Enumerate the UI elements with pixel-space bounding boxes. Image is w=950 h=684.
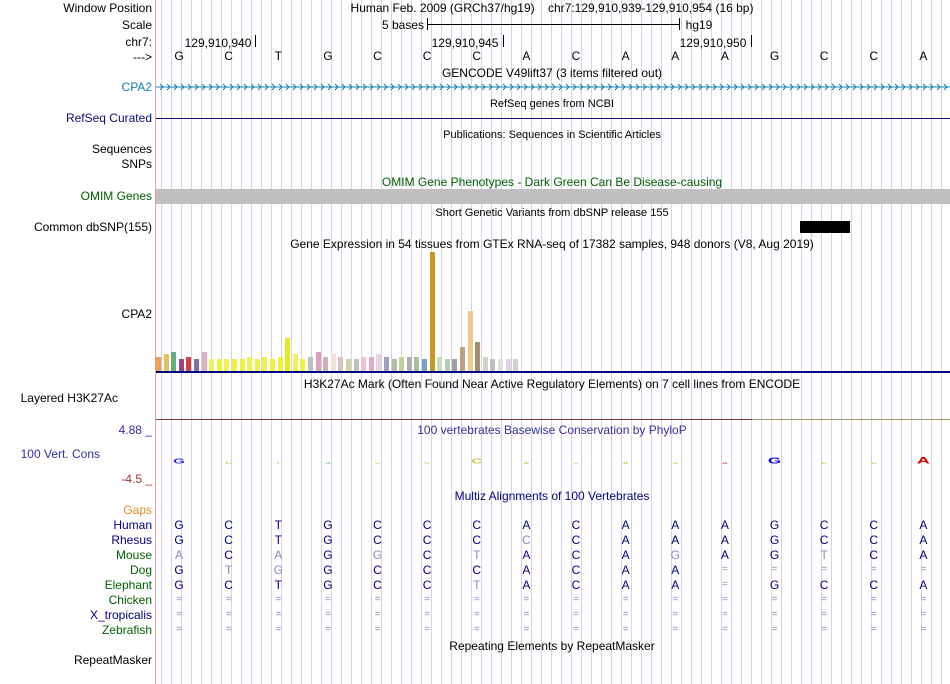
sequence-base: C <box>571 49 581 63</box>
label-sequences[interactable]: Sequences <box>91 142 152 156</box>
alignment-base: = <box>920 594 927 605</box>
alignment-base: A <box>919 548 928 562</box>
alignment-base: = <box>225 624 232 635</box>
gtex-tissue-bar[interactable] <box>452 359 457 371</box>
alignment-base: C <box>224 518 233 532</box>
alignment-base: C <box>571 548 581 562</box>
alignment-base: A <box>522 548 531 562</box>
gtex-tissue-bar[interactable] <box>437 357 442 371</box>
phylop-base-glyph <box>506 462 546 464</box>
alignment-base: = <box>622 609 629 620</box>
alignment-base: = <box>374 594 381 605</box>
alignment-base: = <box>424 594 431 605</box>
species-label[interactable]: Dog <box>129 563 152 577</box>
alignment-base: = <box>821 624 828 635</box>
label-snps[interactable]: SNPs <box>121 157 152 171</box>
alignment-base: = <box>573 594 579 605</box>
alignment-base: G <box>323 548 333 562</box>
alignment-base: C <box>472 518 482 532</box>
h3k27ac-signal-1[interactable] <box>156 419 752 420</box>
gtex-tissue-bar[interactable] <box>285 338 290 371</box>
alignment-base: = <box>672 624 679 635</box>
gtex-tissue-bar[interactable] <box>513 359 518 371</box>
alignment-base: G <box>323 578 333 592</box>
gtex-tissue-bar[interactable] <box>164 354 169 371</box>
alignment-base: G <box>174 578 184 592</box>
alignment-base: = <box>771 594 778 605</box>
gtex-tissue-bar[interactable] <box>255 359 260 371</box>
alignment-base: A <box>621 548 630 562</box>
label-refseq-curated[interactable]: RefSeq Curated <box>65 111 152 125</box>
species-label[interactable]: Mouse <box>115 548 152 562</box>
alignment-base: = <box>573 624 579 635</box>
gtex-tissue-bar[interactable] <box>392 359 397 371</box>
alignment-base: = <box>176 594 182 605</box>
refseq-title: RefSeq genes from NCBI <box>489 98 615 110</box>
phylop-base-glyph <box>407 462 447 464</box>
alignment-base: = <box>374 624 381 635</box>
gtex-tissue-bar[interactable] <box>430 252 435 371</box>
scale-bar-right <box>679 18 680 30</box>
gtex-tissue-bar[interactable] <box>498 359 503 371</box>
sequence-base: C <box>422 49 432 63</box>
alignment-base: G <box>769 548 780 562</box>
alignment-base: = <box>821 609 828 620</box>
alignment-base: = <box>721 564 728 575</box>
alignment-base: C <box>373 578 382 592</box>
gtex-tissue-bar[interactable] <box>384 357 389 371</box>
gtex-tissue-bar[interactable] <box>483 357 488 371</box>
alignment-base: A <box>919 518 928 532</box>
alignment-base: C <box>422 563 432 577</box>
alignment-base: = <box>622 624 629 635</box>
alignment-base: = <box>324 594 331 605</box>
sequence-base: C <box>869 49 879 63</box>
gtex-tissue-bar[interactable] <box>240 359 245 371</box>
label-gaps[interactable]: Gaps <box>123 503 152 517</box>
alignment-base: G <box>174 518 184 532</box>
alignment-base: C <box>422 518 432 532</box>
gtex-tissue-bar[interactable] <box>399 357 404 371</box>
gtex-tissue-bar[interactable] <box>422 359 427 371</box>
alignment-base: A <box>720 518 729 532</box>
gtex-tissue-bar[interactable] <box>361 357 366 371</box>
alignment-base: A <box>522 563 531 577</box>
sequence-base: T <box>274 49 282 63</box>
label-cpa2-gencode[interactable]: CPA2 <box>121 80 152 94</box>
sequence-base: C <box>472 49 482 63</box>
alignment-base: = <box>721 579 728 590</box>
phylop-base-glyph <box>804 462 844 464</box>
sequence-base: C <box>373 49 382 63</box>
alignment-base: = <box>721 624 728 635</box>
scale-bar-line <box>427 24 679 25</box>
alignment-base: = <box>771 564 778 575</box>
alignment-base: T <box>274 578 282 592</box>
alignment-base: G <box>174 533 184 547</box>
publications-title: Publications: Sequences in Scientific Articles <box>443 129 661 141</box>
gtex-tissue-bar[interactable] <box>300 359 305 371</box>
phylop-base-glyph: C <box>471 458 483 464</box>
alignment-base: A <box>671 578 680 592</box>
alignment-base: C <box>373 518 382 532</box>
alignment-base: A <box>621 578 630 592</box>
alignment-base: = <box>821 564 828 575</box>
alignment-base: A <box>720 548 729 562</box>
gtex-tissue-bar[interactable] <box>316 352 321 371</box>
label-cons-max: 4.88 _ <box>118 423 152 437</box>
alignment-base: G <box>273 563 283 577</box>
gtex-tissue-bar[interactable] <box>224 359 229 371</box>
label-layered-h3k27ac[interactable]: Layered H3K27Ac <box>20 391 118 405</box>
phylop-base-glyph <box>358 463 398 465</box>
phylop-base-glyph <box>258 462 298 464</box>
gtex-tissue-bar[interactable] <box>209 359 214 371</box>
alignment-base: = <box>225 609 232 620</box>
alignment-base: G <box>769 518 780 532</box>
alignment-base: A <box>621 533 630 547</box>
phylop-title: 100 vertebrates Basewise Conservation by PhyloP <box>417 423 687 437</box>
coord-tick-1 <box>255 35 256 47</box>
alignment-base: C <box>422 548 432 562</box>
alignment-base: = <box>672 594 679 605</box>
gtex-tissue-bar[interactable] <box>369 357 374 371</box>
alignment-base: A <box>621 563 630 577</box>
gtex-tissue-bar[interactable] <box>194 359 199 371</box>
sequence-base: A <box>720 49 729 63</box>
alignment-base: = <box>473 609 480 620</box>
gencode-title: GENCODE V49lift37 (3 items filtered out) <box>441 66 663 80</box>
alignment-base: = <box>870 564 877 575</box>
gtex-tissue-bar[interactable] <box>262 357 267 371</box>
coord-3: 129,910,950 <box>679 36 747 50</box>
sequence-base: C <box>819 49 829 63</box>
alignment-base: = <box>920 624 927 635</box>
coord-tick-3 <box>751 35 752 47</box>
alignment-base: G <box>670 548 680 562</box>
scale-text: 5 bases <box>381 18 425 32</box>
label-common-dbsnp[interactable]: Common dbSNP(155) <box>33 220 152 234</box>
gtex-tissue-bar[interactable] <box>468 311 473 371</box>
alignment-base: A <box>671 533 680 547</box>
coord-1: 129,910,940 <box>184 36 252 50</box>
alignment-base: A <box>671 518 680 532</box>
alignment-base: = <box>176 609 182 620</box>
alignment-base: G <box>323 563 333 577</box>
phylop-base-glyph: G <box>767 457 782 464</box>
gtex-tissue-bar[interactable] <box>331 354 336 371</box>
gtex-tissue-bar[interactable] <box>217 359 222 371</box>
label-chr: chr7: <box>125 35 152 49</box>
alignment-base: = <box>324 624 331 635</box>
gencode-transcript[interactable] <box>156 81 950 93</box>
alignment-base: A <box>919 533 928 547</box>
alignment-base: C <box>869 518 879 532</box>
gtex-tissue-bar[interactable] <box>346 359 351 371</box>
alignment-base: = <box>523 609 530 620</box>
alignment-base: = <box>275 624 282 635</box>
alignment-base: = <box>721 609 728 620</box>
alignment-base: A <box>919 578 928 592</box>
gtex-expression-bars[interactable] <box>156 252 950 371</box>
dbsnp-title: Short Genetic Variants from dbSNP release 155 <box>435 207 669 219</box>
label-scale: Scale <box>121 18 152 32</box>
alignment-base: = <box>920 564 927 575</box>
phylop-base-glyph <box>556 463 596 465</box>
gtex-tissue-bar[interactable] <box>490 359 495 371</box>
alignment-base: = <box>473 594 480 605</box>
alignment-base: = <box>870 624 877 635</box>
alignment-base: T <box>473 578 481 592</box>
alignment-base: G <box>372 548 383 562</box>
gtex-tissue-bar[interactable] <box>445 359 450 371</box>
alignment-base: A <box>720 533 729 547</box>
track-label-column <box>0 0 155 684</box>
assembly-name: hg19 <box>685 18 713 32</box>
gtex-tissue-bar[interactable] <box>475 342 480 371</box>
alignment-base: T <box>274 533 282 547</box>
gtex-tissue-bar[interactable] <box>186 357 191 371</box>
alignment-base: C <box>819 578 829 592</box>
species-label[interactable]: Rhesus <box>111 533 152 547</box>
alignment-base: T <box>224 563 233 577</box>
gtex-tissue-bar[interactable] <box>338 357 343 371</box>
alignment-base: = <box>721 594 728 605</box>
h3k27ac-title: H3K27Ac Mark (Often Found Near Active Regulatory Elements) on 7 cell lines from ENCODE <box>303 377 801 391</box>
alignment-base: = <box>275 594 282 605</box>
gtex-tissue-bar[interactable] <box>460 347 465 371</box>
refseq-transcript[interactable] <box>156 118 950 119</box>
alignment-base: G <box>323 533 333 547</box>
alignment-base: = <box>176 624 182 635</box>
alignment-base: C <box>869 548 879 562</box>
alignment-base: = <box>374 609 381 620</box>
sequence-base: G <box>323 49 333 63</box>
alignment-base: = <box>920 609 927 620</box>
label-100-vert-cons[interactable]: 100 Vert. Cons <box>20 447 100 461</box>
label-gtex-cpa2[interactable]: CPA2 <box>121 307 152 321</box>
alignment-base: A <box>274 548 283 562</box>
alignment-base: G <box>769 578 780 592</box>
alignment-base: C <box>819 518 829 532</box>
gtex-tissue-bar[interactable] <box>171 352 176 371</box>
gtex-tissue-bar[interactable] <box>278 357 283 371</box>
repeatmasker-title: Repeating Elements by RepeatMasker <box>449 639 655 653</box>
omim-title: OMIM Gene Phenotypes - Dark Green Can Be Disease-causing <box>381 175 723 189</box>
h3k27ac-signal-2[interactable] <box>752 419 950 420</box>
dbsnp-variant[interactable] <box>800 221 850 233</box>
alignment-base: C <box>571 563 581 577</box>
gtex-tissue-bar[interactable] <box>354 359 359 371</box>
alignment-base: T <box>473 548 481 562</box>
sequence-base: A <box>919 49 928 63</box>
alignment-base: C <box>522 533 531 547</box>
species-label[interactable]: Human <box>113 518 152 532</box>
alignment-base: = <box>225 594 232 605</box>
alignment-base: = <box>870 594 877 605</box>
phylop-base-glyph <box>854 462 894 464</box>
alignment-base: G <box>174 563 184 577</box>
alignment-base: C <box>869 533 879 547</box>
sequence-base: A <box>522 49 531 63</box>
alignment-base: = <box>424 624 431 635</box>
gtex-tissue-bar[interactable] <box>376 354 381 371</box>
phylop-base-glyph <box>655 463 695 465</box>
alignment-base: C <box>819 533 829 547</box>
sequence-base: G <box>769 49 780 63</box>
label-window-position: Window Position <box>63 1 152 15</box>
alignment-base: C <box>373 563 382 577</box>
alignment-base: C <box>571 518 581 532</box>
sequence-base: A <box>671 49 680 63</box>
alignment-base: = <box>771 624 778 635</box>
alignment-base: G <box>769 533 780 547</box>
label-repeatmasker[interactable]: RepeatMasker <box>73 653 152 667</box>
phylop-base-glyph: A <box>916 457 930 464</box>
alignment-base: A <box>522 518 531 532</box>
alignment-base: = <box>870 609 877 620</box>
track-image-area[interactable] <box>156 0 950 684</box>
alignment-base: = <box>473 624 480 635</box>
alignment-base: C <box>422 533 432 547</box>
phylop-base-glyph: G <box>173 458 185 464</box>
alignment-base: = <box>424 609 431 620</box>
alignment-base: = <box>275 609 282 620</box>
omim-gene-bar[interactable] <box>156 189 950 204</box>
gtex-tissue-bar[interactable] <box>156 357 161 371</box>
alignment-base: = <box>573 609 579 620</box>
gtex-tissue-bar[interactable] <box>202 352 207 371</box>
label-cons-min: -4.5 _ <box>121 472 152 486</box>
alignment-base: C <box>869 578 879 592</box>
alignment-base: C <box>224 578 233 592</box>
alignment-base: = <box>821 594 828 605</box>
phylop-base-glyph <box>606 462 646 464</box>
label-arrow: ---> <box>133 50 152 64</box>
position-title: Human Feb. 2009 (GRCh37/hg19) chr7:129,910,939-129,910,954 (16 bp) <box>350 1 754 15</box>
coord-2: 129,910,945 <box>431 36 499 50</box>
gtex-tissue-bar[interactable] <box>247 357 252 371</box>
sequence-base: C <box>224 49 233 63</box>
alignment-base: C <box>571 533 581 547</box>
alignment-base: C <box>373 533 382 547</box>
gtex-title: Gene Expression in 54 tissues from GTEx RNA-seq of 17382 samples, 948 donors (V8, Aug 2019) <box>290 237 814 251</box>
alignment-base: C <box>472 563 482 577</box>
phylop-base-glyph <box>308 463 348 465</box>
gtex-tissue-bar[interactable] <box>414 357 419 371</box>
gtex-tissue-bar[interactable] <box>270 359 275 371</box>
alignment-base: G <box>323 518 333 532</box>
alignment-base: = <box>672 609 679 620</box>
gtex-tissue-bar[interactable] <box>232 359 237 371</box>
alignment-base: = <box>523 624 530 635</box>
gtex-baseline <box>156 371 950 373</box>
gtex-tissue-bar[interactable] <box>407 357 412 371</box>
gtex-tissue-bar[interactable] <box>323 357 328 371</box>
alignment-base: C <box>571 578 581 592</box>
label-omim-genes[interactable]: OMIM Genes <box>80 189 152 203</box>
phylop-base-glyph: C <box>225 461 232 464</box>
alignment-base: A <box>174 548 183 562</box>
alignment-base: C <box>422 578 432 592</box>
sequence-base: A <box>621 49 630 63</box>
alignment-base: = <box>622 594 629 605</box>
gtex-tissue-bar[interactable] <box>308 357 313 371</box>
alignment-base: C <box>224 548 233 562</box>
species-label[interactable]: Chicken <box>108 593 152 607</box>
gtex-tissue-bar[interactable] <box>293 354 298 371</box>
sequence-base: G <box>174 49 184 63</box>
species-label[interactable]: Elephant <box>104 578 152 592</box>
alignment-base: C <box>472 533 482 547</box>
alignment-base: T <box>274 518 282 532</box>
gtex-tissue-bar[interactable] <box>506 359 511 371</box>
species-label[interactable]: Zebrafish <box>101 623 152 637</box>
alignment-base: A <box>671 563 680 577</box>
coord-tick-2 <box>503 35 504 47</box>
alignment-base: A <box>522 578 531 592</box>
alignment-base: C <box>224 533 233 547</box>
multiz-title: Multiz Alignments of 100 Vertebrates <box>454 489 650 503</box>
gtex-tissue-bar[interactable] <box>179 359 184 371</box>
alignment-base: A <box>621 518 630 532</box>
alignment-base: = <box>771 609 778 620</box>
alignment-base: = <box>523 594 530 605</box>
phylop-base-glyph <box>705 462 745 464</box>
alignment-base: T <box>820 548 828 562</box>
species-label[interactable]: X_tropicalis <box>89 608 152 622</box>
alignment-base: = <box>324 609 331 620</box>
